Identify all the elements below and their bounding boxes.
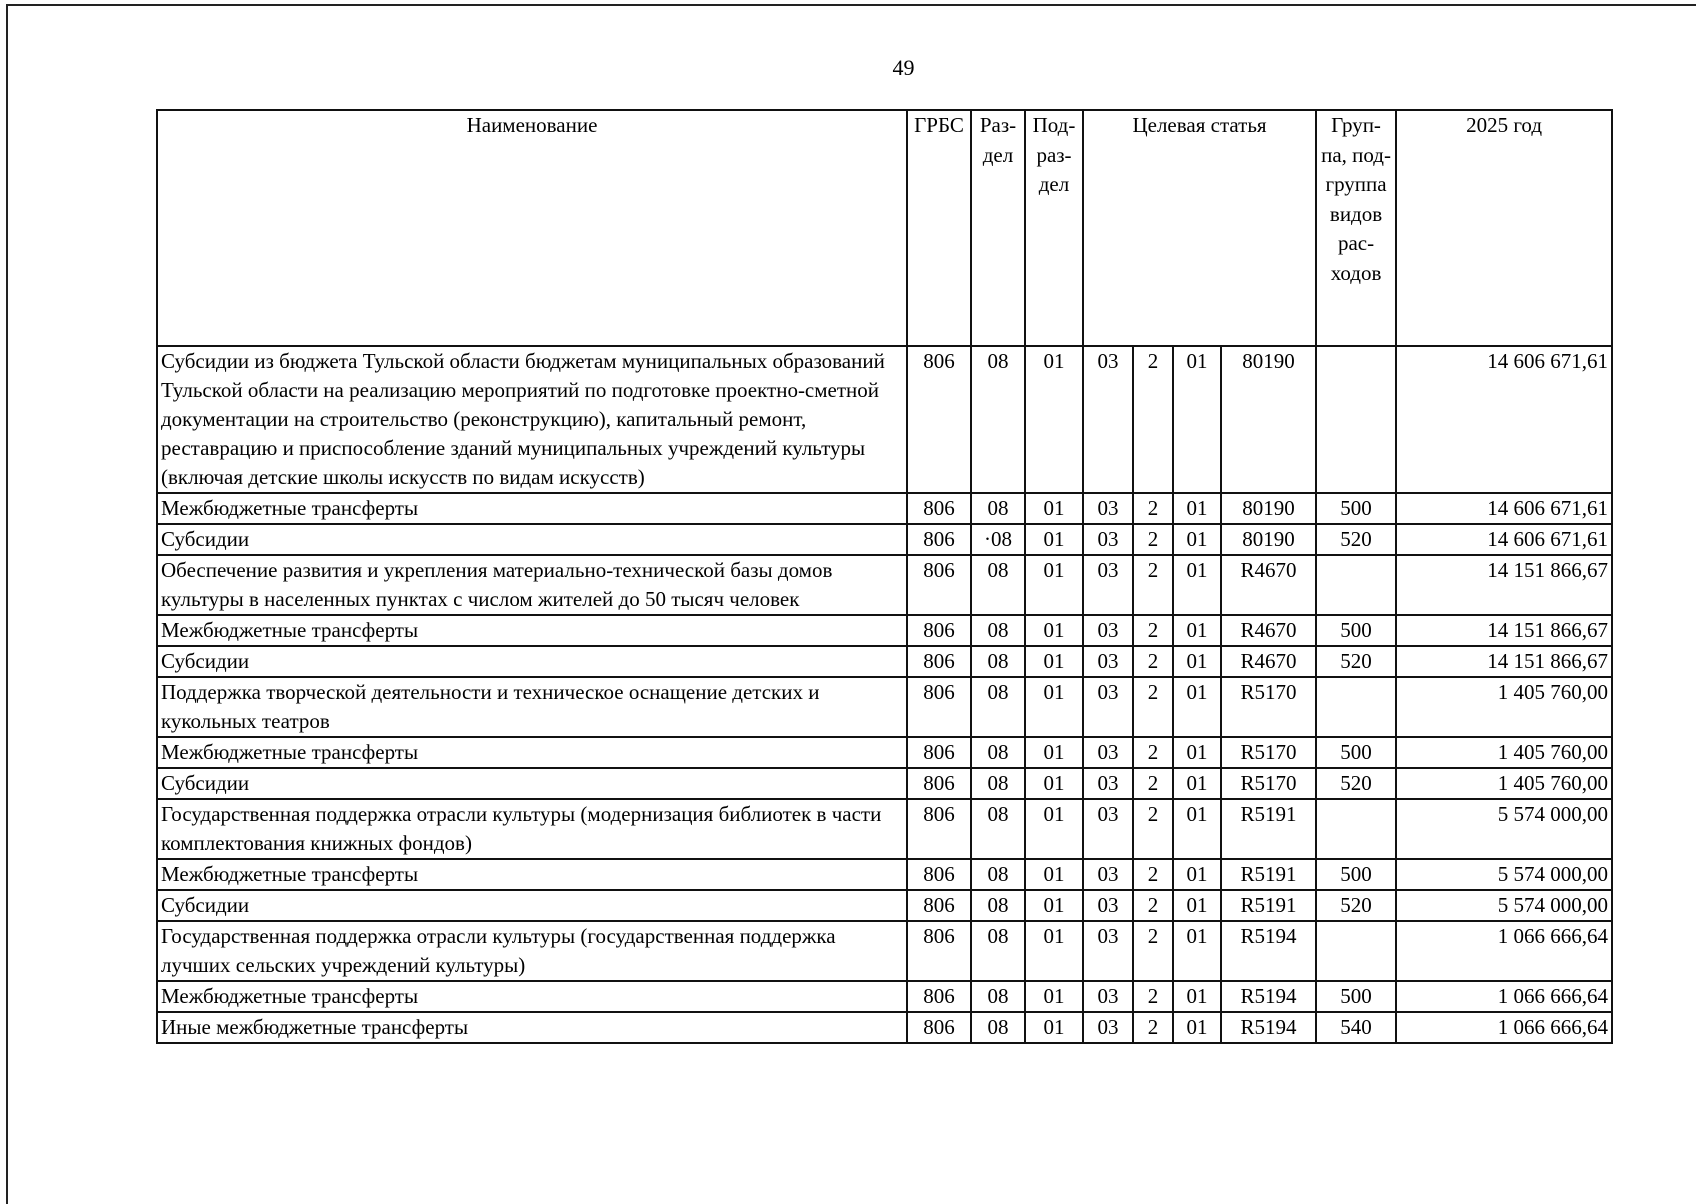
cell-target-subprogram: 01 — [1173, 921, 1221, 981]
cell-razdel: 08 — [971, 346, 1025, 493]
cell-target-program: 03 — [1083, 799, 1133, 859]
cell-podrazdel: 01 — [1025, 524, 1083, 555]
header-grbs: ГРБС — [907, 110, 971, 346]
cell-podrazdel: 01 — [1025, 799, 1083, 859]
cell-name: Субсидии — [157, 768, 907, 799]
cell-target-subprogram: 01 — [1173, 890, 1221, 921]
cell-grbs: 806 — [907, 799, 971, 859]
cell-target-program: 03 — [1083, 646, 1133, 677]
cell-grbs: 806 — [907, 615, 971, 646]
cell-razdel: 08 — [971, 890, 1025, 921]
cell-target-type: 2 — [1133, 799, 1173, 859]
budget-table — [156, 109, 1613, 1044]
cell-target-subprogram: 01 — [1173, 799, 1221, 859]
cell-target-program: 03 — [1083, 737, 1133, 768]
cell-amount: 14 151 866,67 — [1396, 555, 1612, 615]
cell-target-type: 2 — [1133, 859, 1173, 890]
cell-target-program: 03 — [1083, 1012, 1133, 1043]
cell-name: Субсидии — [157, 524, 907, 555]
table-row — [157, 768, 1612, 799]
cell-amount: 14 151 866,67 — [1396, 646, 1612, 677]
cell-grbs: 806 — [907, 646, 971, 677]
cell-amount: 1 405 760,00 — [1396, 768, 1612, 799]
header-target-article: Целевая статья — [1083, 110, 1316, 346]
header-razdel — [971, 110, 1025, 346]
cell-expense-group: 500 — [1316, 615, 1396, 646]
cell-target-type: 2 — [1133, 677, 1173, 737]
cell-amount: 14 606 671,61 — [1396, 346, 1612, 493]
cell-razdel: 08 — [971, 677, 1025, 737]
cell-target-subprogram: 01 — [1173, 768, 1221, 799]
cell-podrazdel: 01 — [1025, 646, 1083, 677]
cell-name: Иные межбюджетные трансферты — [157, 1012, 907, 1043]
cell-grbs: 806 — [907, 890, 971, 921]
cell-target-program: 03 — [1083, 493, 1133, 524]
header-row — [157, 110, 1612, 346]
header-podrazdel-text: Под- раз- дел — [1032, 113, 1076, 196]
cell-target-type: 2 — [1133, 646, 1173, 677]
cell-target-program: 03 — [1083, 890, 1133, 921]
cell-target-type: 2 — [1133, 1012, 1173, 1043]
table-row — [157, 346, 1612, 493]
cell-target-program: 03 — [1083, 981, 1133, 1012]
cell-expense-group — [1316, 555, 1396, 615]
table-row — [157, 981, 1612, 1012]
table-row — [157, 555, 1612, 615]
cell-target-subprogram: 01 — [1173, 346, 1221, 493]
cell-expense-group: 520 — [1316, 524, 1396, 555]
cell-name: Межбюджетные трансферты — [157, 737, 907, 768]
cell-name: Обеспечение развития и укрепления материально-технической базы домов культуры в населенных пунктах с числом жителей до 50 тысяч человек — [157, 555, 907, 615]
table-body — [157, 346, 1612, 1043]
cell-target-direction: R5194 — [1221, 921, 1316, 981]
cell-target-direction: R5194 — [1221, 1012, 1316, 1043]
cell-podrazdel: 01 — [1025, 737, 1083, 768]
cell-amount: 1 405 760,00 — [1396, 737, 1612, 768]
cell-target-subprogram: 01 — [1173, 981, 1221, 1012]
cell-name: Межбюджетные трансферты — [157, 859, 907, 890]
cell-grbs: 806 — [907, 859, 971, 890]
cell-expense-group — [1316, 921, 1396, 981]
cell-target-program: 03 — [1083, 346, 1133, 493]
cell-target-subprogram: 01 — [1173, 524, 1221, 555]
cell-grbs: 806 — [907, 921, 971, 981]
cell-target-type: 2 — [1133, 493, 1173, 524]
cell-target-type: 2 — [1133, 555, 1173, 615]
cell-target-direction: R5191 — [1221, 859, 1316, 890]
cell-target-subprogram: 01 — [1173, 737, 1221, 768]
cell-podrazdel: 01 — [1025, 768, 1083, 799]
cell-amount: 1 066 666,64 — [1396, 981, 1612, 1012]
cell-target-direction: R4670 — [1221, 615, 1316, 646]
cell-amount: 5 574 000,00 — [1396, 799, 1612, 859]
header-year: 2025 год — [1396, 110, 1612, 346]
cell-target-direction: 80190 — [1221, 346, 1316, 493]
cell-grbs: 806 — [907, 1012, 971, 1043]
cell-name: Межбюджетные трансферты — [157, 615, 907, 646]
cell-target-type: 2 — [1133, 615, 1173, 646]
cell-amount: 1 405 760,00 — [1396, 677, 1612, 737]
cell-expense-group: 520 — [1316, 768, 1396, 799]
cell-target-type: 2 — [1133, 890, 1173, 921]
cell-amount: 5 574 000,00 — [1396, 890, 1612, 921]
cell-podrazdel: 01 — [1025, 859, 1083, 890]
cell-target-type: 2 — [1133, 524, 1173, 555]
cell-target-subprogram: 01 — [1173, 1012, 1221, 1043]
cell-podrazdel: 01 — [1025, 1012, 1083, 1043]
cell-razdel: 08 — [971, 921, 1025, 981]
cell-expense-group — [1316, 346, 1396, 493]
cell-grbs: 806 — [907, 737, 971, 768]
cell-target-program: 03 — [1083, 677, 1133, 737]
cell-target-subprogram: 01 — [1173, 493, 1221, 524]
cell-razdel: 08 — [971, 799, 1025, 859]
cell-amount: 14 151 866,67 — [1396, 615, 1612, 646]
table-row — [157, 890, 1612, 921]
cell-podrazdel: 01 — [1025, 981, 1083, 1012]
cell-target-type: 2 — [1133, 921, 1173, 981]
cell-name: Поддержка творческой деятельности и техническое оснащение детских и кукольных театров — [157, 677, 907, 737]
cell-razdel: ·08 — [971, 524, 1025, 555]
cell-amount: 1 066 666,64 — [1396, 921, 1612, 981]
header-podrazdel — [1025, 110, 1083, 346]
cell-grbs: 806 — [907, 981, 971, 1012]
cell-name: Субсидии — [157, 646, 907, 677]
cell-target-subprogram: 01 — [1173, 646, 1221, 677]
header-name: Наименование — [157, 110, 907, 346]
cell-amount: 14 606 671,61 — [1396, 493, 1612, 524]
cell-name: Государственная поддержка отрасли культуры (модернизация библиотек в части комплектования книжных фондов) — [157, 799, 907, 859]
cell-podrazdel: 01 — [1025, 493, 1083, 524]
cell-razdel: 08 — [971, 646, 1025, 677]
header-razdel-text: Раз- дел — [979, 113, 1017, 167]
page-number: 49 — [892, 55, 915, 80]
cell-target-type: 2 — [1133, 981, 1173, 1012]
cell-expense-group: 500 — [1316, 981, 1396, 1012]
cell-amount: 1 066 666,64 — [1396, 1012, 1612, 1043]
header-expense-group — [1316, 110, 1396, 346]
cell-name: Межбюджетные трансферты — [157, 493, 907, 524]
cell-podrazdel: 01 — [1025, 346, 1083, 493]
table-row — [157, 615, 1612, 646]
cell-podrazdel: 01 — [1025, 921, 1083, 981]
cell-target-subprogram: 01 — [1173, 859, 1221, 890]
table-row — [157, 799, 1612, 859]
cell-expense-group: 540 — [1316, 1012, 1396, 1043]
cell-target-direction: 80190 — [1221, 524, 1316, 555]
table-row — [157, 677, 1612, 737]
cell-name: Субсидии из бюджета Тульской области бюджетам муниципальных образований Тульской области на реализацию мероприятий по подготовке проектно-сметной документации на строительство (реконструкцию), капитальный ремонт, реставрацию и приспособление зданий муниципальных учреждений культуры (включая детские школы искусств по видам искусств) — [157, 346, 907, 493]
cell-name: Государственная поддержка отрасли культуры (государственная поддержка лучших сельских учреждений культуры) — [157, 921, 907, 981]
cell-target-type: 2 — [1133, 737, 1173, 768]
cell-target-direction: R5191 — [1221, 890, 1316, 921]
cell-target-direction: R5170 — [1221, 768, 1316, 799]
cell-target-direction: R4670 — [1221, 646, 1316, 677]
cell-podrazdel: 01 — [1025, 555, 1083, 615]
cell-target-program: 03 — [1083, 921, 1133, 981]
cell-name: Субсидии — [157, 890, 907, 921]
cell-razdel: 08 — [971, 981, 1025, 1012]
cell-expense-group: 520 — [1316, 890, 1396, 921]
cell-expense-group: 500 — [1316, 859, 1396, 890]
cell-expense-group: 500 — [1316, 493, 1396, 524]
cell-razdel: 08 — [971, 555, 1025, 615]
cell-grbs: 806 — [907, 346, 971, 493]
cell-amount: 14 606 671,61 — [1396, 524, 1612, 555]
cell-target-direction: R5194 — [1221, 981, 1316, 1012]
cell-expense-group — [1316, 677, 1396, 737]
cell-expense-group — [1316, 799, 1396, 859]
cell-razdel: 08 — [971, 615, 1025, 646]
cell-target-direction: R4670 — [1221, 555, 1316, 615]
cell-razdel: 08 — [971, 737, 1025, 768]
cell-podrazdel: 01 — [1025, 890, 1083, 921]
cell-target-program: 03 — [1083, 524, 1133, 555]
cell-grbs: 806 — [907, 524, 971, 555]
table-row — [157, 493, 1612, 524]
cell-target-direction: R5170 — [1221, 737, 1316, 768]
cell-grbs: 806 — [907, 493, 971, 524]
cell-target-direction: 80190 — [1221, 493, 1316, 524]
cell-expense-group: 520 — [1316, 646, 1396, 677]
cell-grbs: 806 — [907, 555, 971, 615]
cell-razdel: 08 — [971, 1012, 1025, 1043]
header-expense-group-text: Груп- па, под- группа видов рас- ходов — [1321, 113, 1391, 285]
cell-grbs: 806 — [907, 677, 971, 737]
cell-target-program: 03 — [1083, 859, 1133, 890]
cell-grbs: 806 — [907, 768, 971, 799]
cell-razdel: 08 — [971, 768, 1025, 799]
cell-expense-group: 500 — [1316, 737, 1396, 768]
cell-name: Межбюджетные трансферты — [157, 981, 907, 1012]
cell-target-direction: R5170 — [1221, 677, 1316, 737]
cell-target-program: 03 — [1083, 555, 1133, 615]
cell-target-subprogram: 01 — [1173, 615, 1221, 646]
table-row — [157, 921, 1612, 981]
cell-target-type: 2 — [1133, 346, 1173, 493]
table-row — [157, 737, 1612, 768]
cell-target-subprogram: 01 — [1173, 555, 1221, 615]
table-row — [157, 859, 1612, 890]
cell-target-subprogram: 01 — [1173, 677, 1221, 737]
cell-podrazdel: 01 — [1025, 677, 1083, 737]
table-row — [157, 646, 1612, 677]
cell-podrazdel: 01 — [1025, 615, 1083, 646]
cell-target-program: 03 — [1083, 768, 1133, 799]
table-row — [157, 524, 1612, 555]
cell-target-type: 2 — [1133, 768, 1173, 799]
cell-target-program: 03 — [1083, 615, 1133, 646]
cell-amount: 5 574 000,00 — [1396, 859, 1612, 890]
cell-razdel: 08 — [971, 859, 1025, 890]
cell-razdel: 08 — [971, 493, 1025, 524]
table-row — [157, 1012, 1612, 1043]
cell-target-direction: R5191 — [1221, 799, 1316, 859]
